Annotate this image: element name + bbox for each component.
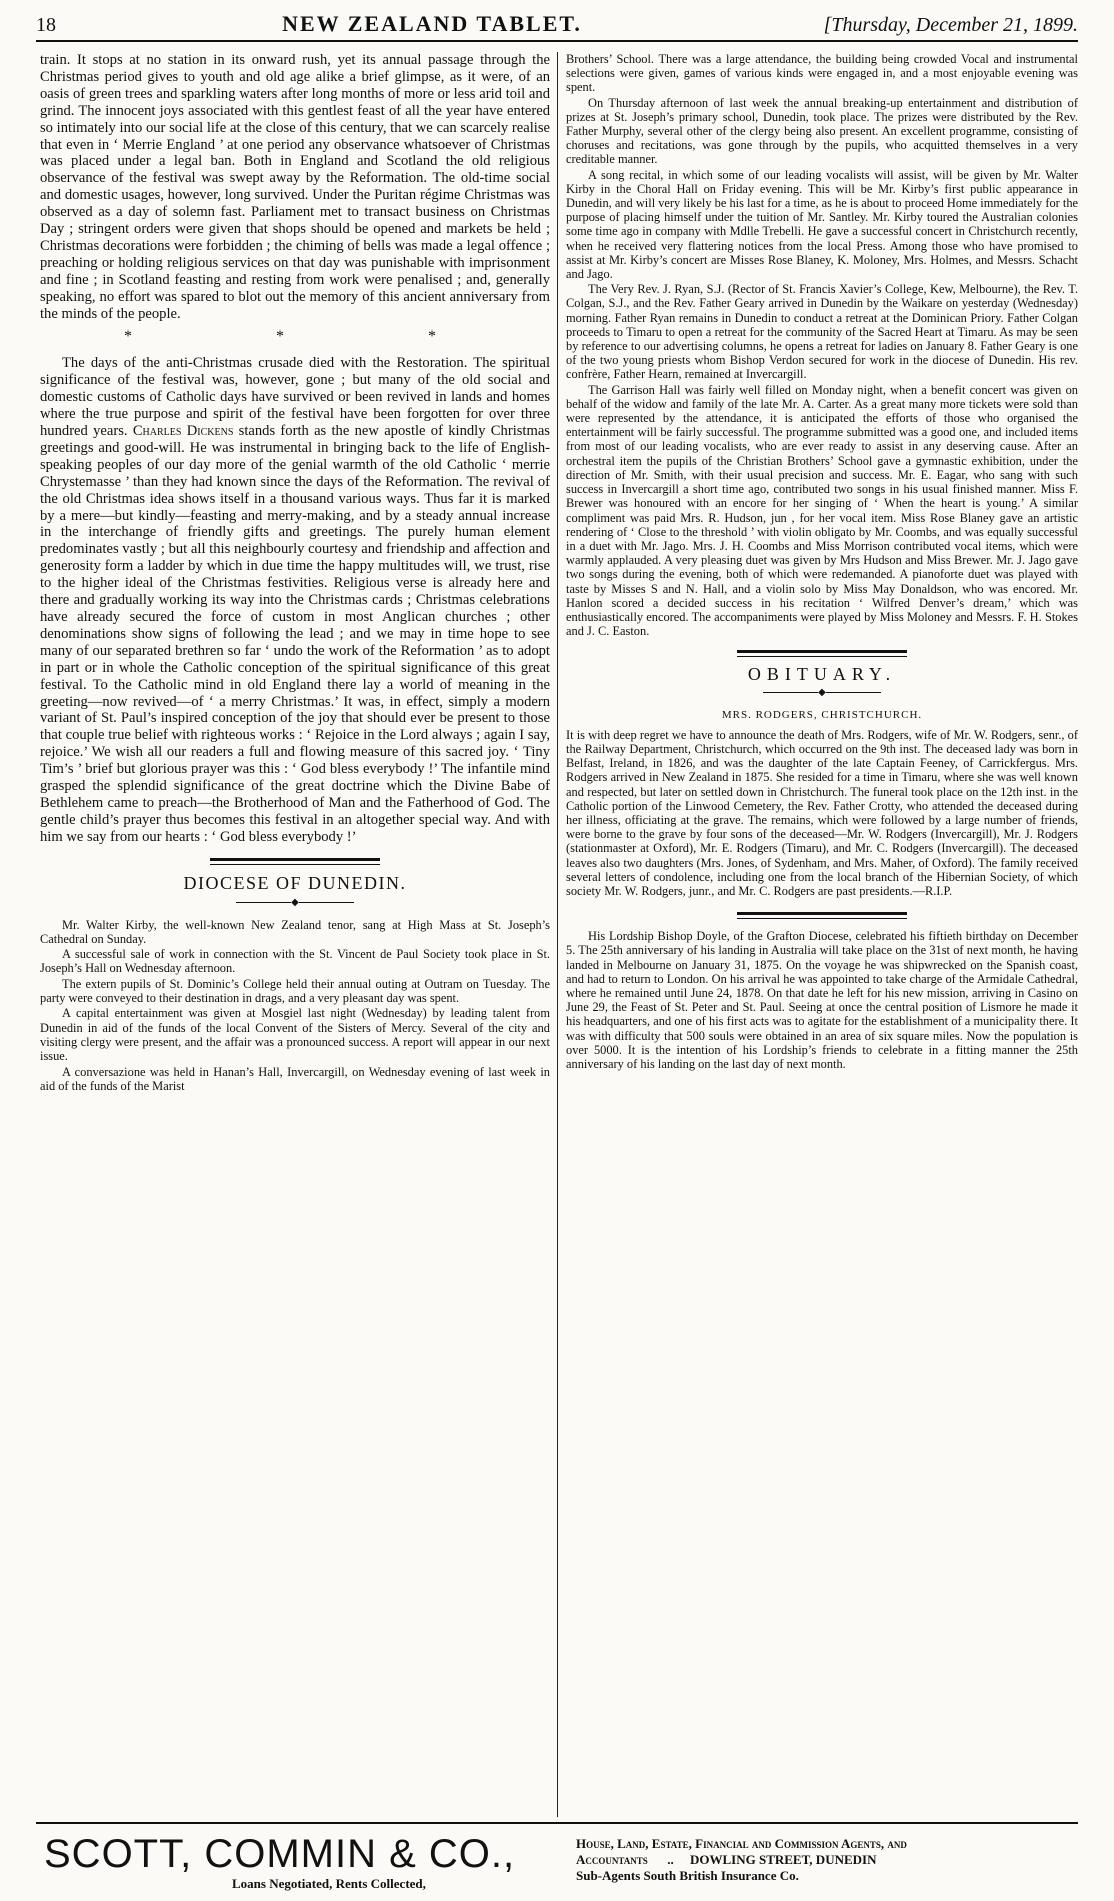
firm-name: SCOTT, COMMIN & CO., — [44, 1832, 516, 1876]
column-rule — [557, 52, 558, 1817]
news-item-3: A song recital, in which some of our leading vocalists will assist, will be given by Mr. Walter Kirby in the Choral Hall on Friday evening. This will be Mr. Kirby’s first public appearance in Dunedin, and will very likely be his last for a time, as he is about to proceed Home immediately for the purpose of placing himself under the tuition of Mr. Santley. Mr. Kirby toured the Australian colonies some time ago in company with Mdlle Trebelli. He gave a successful concert in Christchurch recently, when he received very flattering notices from the local Press. Among those who have promised to assist at Mr. Kirby’s concert are Misses Rose Blaney, K. Moloney, Mrs. Holmes, and Messrs. Schacht and Jago. — [566, 167, 1078, 282]
left-column — [40, 52, 550, 1822]
news-item-4: The Very Rev. J. Ryan, S.J. (Rector of St. Francis Xavier’s College, Kew, Melbourne), the Rev. T. Colgan, S.J., and the Rev. Father Geary arrived in Dunedin by the Waikare on yesterday (Wednesday) morning. Father Ryan remains in Dunedin to conduct a retreat at the Dominican Priory. Father Colgan proceeds to Timaru to open a retreat for the community of the Sacred Heart at Timaru. As may be seen by reference to our advertising columns, he opens a retreat for ladies on January 8. Father Geary is one of the two young priests whom Bishop Verdon secured for work in the diocese of Dunedin. His rev. confrère, Father Hearn, remained at Invercargill. — [566, 282, 1078, 382]
obituary-heading: OBITUARY. — [747, 664, 897, 685]
firm-details — [576, 1836, 1076, 1884]
obituary-subheading: MRS. RODGERS, CHRISTCHURCH. — [721, 708, 923, 721]
section-break-stars: * * * — [124, 327, 506, 345]
obituary-text: It is with deep regret we have to announce the death of Mrs. Rodgers, wife of Mr. W. Rodgers, senr., of the Railway Department, Christchurch, which occurred on the 9th inst. The deceased lady was born in Belfast, Ireland, in 1826, and was the daughter of the late Captain Feeney, of Carrickfergus. Mrs. Rodgers arrived in New Zealand in 1875. She resided for a time in Timaru, where she was well known and respected, but later on settled down in Christchurch. The funeral took place on the 12th inst. in the Catholic portion of the Linwood Cemetery, the Rev. Father Crotty, who attended the deceased during her illness, officiating at the grave. The remains, which were followed by a large number of friends, were borne to the grave by four sons of the deceased—Mr. W. Rodgers (Invercargill), Mr. J. Rodgers (stationmaster at Oxford), Mr. E. Rodgers (Timaru), and Mr. C. Rodgers (Invercargill). The deceased leaves also two daughters (Mrs. Jones, of Sydenham, and Mrs. Maher, of Oxford). The family received several letters of condolence, including one from the local branch of the Hibernian Society, of which society Mr. W. Rodgers, junr., and Mr. C. Rodgers are past presidents.—R.I.P. — [566, 727, 1078, 898]
diocese-heading: DIOCESE OF DUNEDIN. — [183, 872, 407, 893]
firm-line-1: House, Land, Estate, Financial and Commission Agents, and — [576, 1836, 907, 1851]
firm-services: Loans Negotiated, Rents Collected, — [232, 1876, 426, 1891]
firm-line-2 — [576, 1852, 1076, 1868]
double-rule-3 — [737, 912, 907, 919]
diocese-item-4: A capital entertainment was given at Mosgiel last night (Wednesday) by leading talent from Dunedin in aid of the funds of the local Convent of the Sisters of Mercy. Several of the city and visiting clergy were present, and the affair was a pronounced success. A report will appear in our next issue. — [40, 1006, 550, 1064]
right-column — [566, 52, 1078, 1822]
advertisement-footer — [36, 1822, 1078, 1894]
news-item-5: The Garrison Hall was fairly well filled on Monday night, when a benefit concert was given on behalf of the widow and family of the late Mr. A. Carter. As a great many more tickets were sold than were represented by the attendance, it is anticipated the efforts of those who organised the entertainment will be fairly successful. The programme submitted was a good one, and included items from most of our leading vocalists, who are ever ready to assist in any deserving cause. After an orchestral item the pupils of the Christian Brothers’ School gave a gymnastic exhibition, under the direction of Mr. Smith, with their usual precision and success. Mr. E. Eagar, who sang with such success in Invercargill a short time ago, contributed two songs in his usual finished manner. Miss F. Brewer was honoured with an encore for her singing of ‘ When the heart is young.’ A similar compliment was paid Mrs. R. Hudson, jun , for her vocal item. Miss Rose Blaney gave an artistic rendering of ‘ Close to the threshold ’ with violin obligato by Mr. Coombs, and was equally successful in a duet with Mr. Jago. Mrs. J. H. Coombs and Miss Morrison contributed vocal items, which were warmly applauded. A very pleasing duet was given by Mrs Hudson and Miss Brewer. Mr. J. Jago gave two songs during the evening, both of which were redemanded. A pianoforte duet was played with taste by Misses S and N. Hall, and a violin solo by Miss May Donaldson, who was encored. Mr. Hanlon scored a decided success in his recitation ‘ Wilfred Denver’s dream,’ which was enthusiastically encored. The accompaniments were played by Miss Moloney and Messrs. F. H. Stokes and J. C. Easton. — [566, 382, 1078, 639]
news-item-2: On Thursday afternoon of last week the annual breaking-up entertainment and distribution of prizes at St. Joseph’s primary school, Dunedin, took place. The prizes were distributed by the Rev. Father Murphy, several other of the clergy being also present. An excellent programme, consisting of choruses and recitations, was gone through by the pupils, who acquitted themselves in a very creditable manner. — [566, 95, 1078, 167]
firm-line-2-c: DOWLING STREET, DUNEDIN — [689, 1852, 877, 1867]
masthead-title: NEW ZEALAND TABLET. — [282, 11, 582, 36]
diocese-news — [40, 918, 550, 1094]
firm-line-3: Sub-Agents South British Insurance Co. — [576, 1868, 799, 1883]
christmas-paragraph-2-lead: The days of the anti-Christmas crusade died with the Restoration. The spiritual significance of the festival was, however, gone ; but many of the old social and domestic customs of Catholic days have survived or been revived in lands and homes where the true purpose and spirit of the festival have been forgotten for over three hundred years. — [40, 355, 550, 440]
diocese-item-5: A conversazione was held in Hanan’s Hall, Invercargill, on Wednesday evening of last week in aid of the funds of the Marist — [40, 1064, 550, 1093]
diocese-item-1: Mr. Walter Kirby, the well-known New Zealand tenor, sang at High Mass at St. Joseph’s Cathedral on Sunday. — [40, 917, 550, 946]
diocese-item-3: The extern pupils of St. Dominic’s College held their annual outing at Outram on Tuesday. The party were conveyed to their destination in drags, and a very pleasant day was spent. — [40, 976, 550, 1006]
double-rule — [210, 858, 380, 865]
firm-line-2-a: Accountants — [576, 1852, 648, 1867]
ornament-divider-2: ◆ — [566, 688, 1078, 698]
christmas-paragraph-2-rest: stands forth as the new apostle of kindly Christmas greetings and good-will. He was instrumental in bringing back to the life of English-speaking peoples of our day more of the genial warmth of the old Catholic ‘ merrie Chrystemasse ’ than they had known since the days of the Reformation. The revival of the old Christmas idea shows itself in a thousand various ways. Thus far it is marked by a mere—but kindly—feasting and merry-making, and by a steady annual increase in the interchange of friendly gifts and greetings. The purely human element predominates vastly ; but all this neighbourly courtesy and friendship and affection and generosity form a ladder by which in due time the happy multitudes will, we trust, rise to the higher ideal of the Christmas festivities. Religious verse is already here and there and gradually working its way into the Christmas cards ; Christmas celebrations have already secured the force of custom in most Anglican churches ; other denominations show signs of following the lead ; and we may in time hope to see many of our separated brethren so far ‘ undo the work of the Reformation ’ as to adopt in part or in whole the Catholic conception of the spiritual significance of this great festival. To the Catholic mind in old England there lay a world of meaning in the greeting—now revived—of ‘ a merry Christmas.’ It was, in effect, simply a modern variant of St. Paul’s inspired conception of the joy that should ever be present to those that couple true belief with righteous works : ‘ Rejoice in the Lord always ; again I say, rejoice.’ We wish all our readers a full and flowing measure of this sacred joy. ‘ Tiny Tim’s ’ brief but glorious prayer was this : ‘ God bless everybody !’ The infantile mind grasped the splendid significance of the great doctrine which the Divine Babe of Bethlehem came to preach—the Brotherhood of Man and the Fatherhood of God. The gentle child’s prayer thus becomes this festival in an altogether special way. And with him we say from our hearts : ‘ God bless everybody !’ — [40, 423, 550, 845]
bishop-doyle-item: His Lordship Bishop Doyle, of the Grafton Diocese, celebrated his fiftieth birthday on December 5. The 25th anniversary of his landing in Australia will take place on the 31st of next month, he having landed in Melbourne on January 31, 1875. On the voyage he was shipwrecked on the Spanish coast, and had to return to London. On his arrival he was appointed to take charge of the Armidale Cathedral, where he remained until June 24, 1878. On that date he left for his new mission, arriving in Casino on June 29, the Feast of St. Peter and St. Paul. Seeing at once the central position of Lismore he made it his headquarters, and one of his first acts was to agitate for the establishment of a municipality there. It was with difficulty that 500 souls were obtained in an area of six square miles. Now the population is over 5000. It is the intention of his Lordship’s friends to celebrate in a fitting manner the 25th anniversary of his landing on the last day of next month. — [566, 929, 1078, 1071]
issue-date: [Thursday, December 21, 1899. — [823, 14, 1078, 36]
news-item-1: Brothers’ School. There was a large attendance, the building being crowded Vocal and instrumental selections were given, games of various kinds were engaged in, and a most enjoyable evening was spent. — [566, 52, 1078, 95]
double-rule-2 — [737, 650, 907, 657]
page-number: 18 — [36, 14, 56, 36]
firm-line-2-b: .. — [667, 1852, 674, 1867]
newspaper-page — [36, 8, 1078, 1893]
christmas-paragraph-1: train. It stops at no station in its onward rush, yet its annual passage through the Christmas period gives to youth and old age alike a brief glimpse, as it were, of an oasis of green trees and sparkling waters after long months of more or less arid toil and grind. The innocent joys associated with this gentlest feast of all the year have entered so intimately into our social life at the close of this century, that we can scarcely realise that even in ‘ Merrie England ’ at one period any observance whatsoever of Christmas was placed under a legal ban. Both in England and Scotland the old religious observance of the festival was swept away by the Reformation. The old-time social and domestic usages, however, long survived. Under the Puritan régime Christmas was observed as a day of solemn fast. Parliament met to transact business on Christmas Day ; stringent orders were given that shops should be opened and markets be held ; Christmas decorations were forbidden ; the chiming of bells was made a legal offence ; preaching or holding religious services on that day was punishable with imprisonment and fine ; in Scotland feasting and resting from work were penalised ; and, generally speaking, no effort was spared to blot out the memory of this ancient anniversary from the minds of the people. — [40, 52, 550, 322]
christmas-paragraph-2 — [40, 355, 550, 845]
diocese-item-2: A successful sale of work in connection with the St. Vincent de Paul Society took place in St. Joseph’s Hall on Wednesday afternoon. — [40, 947, 550, 976]
page-header — [36, 8, 1078, 42]
ornament-divider: ◆ — [40, 898, 550, 908]
dickens-name: Charles Dickens — [132, 423, 234, 440]
